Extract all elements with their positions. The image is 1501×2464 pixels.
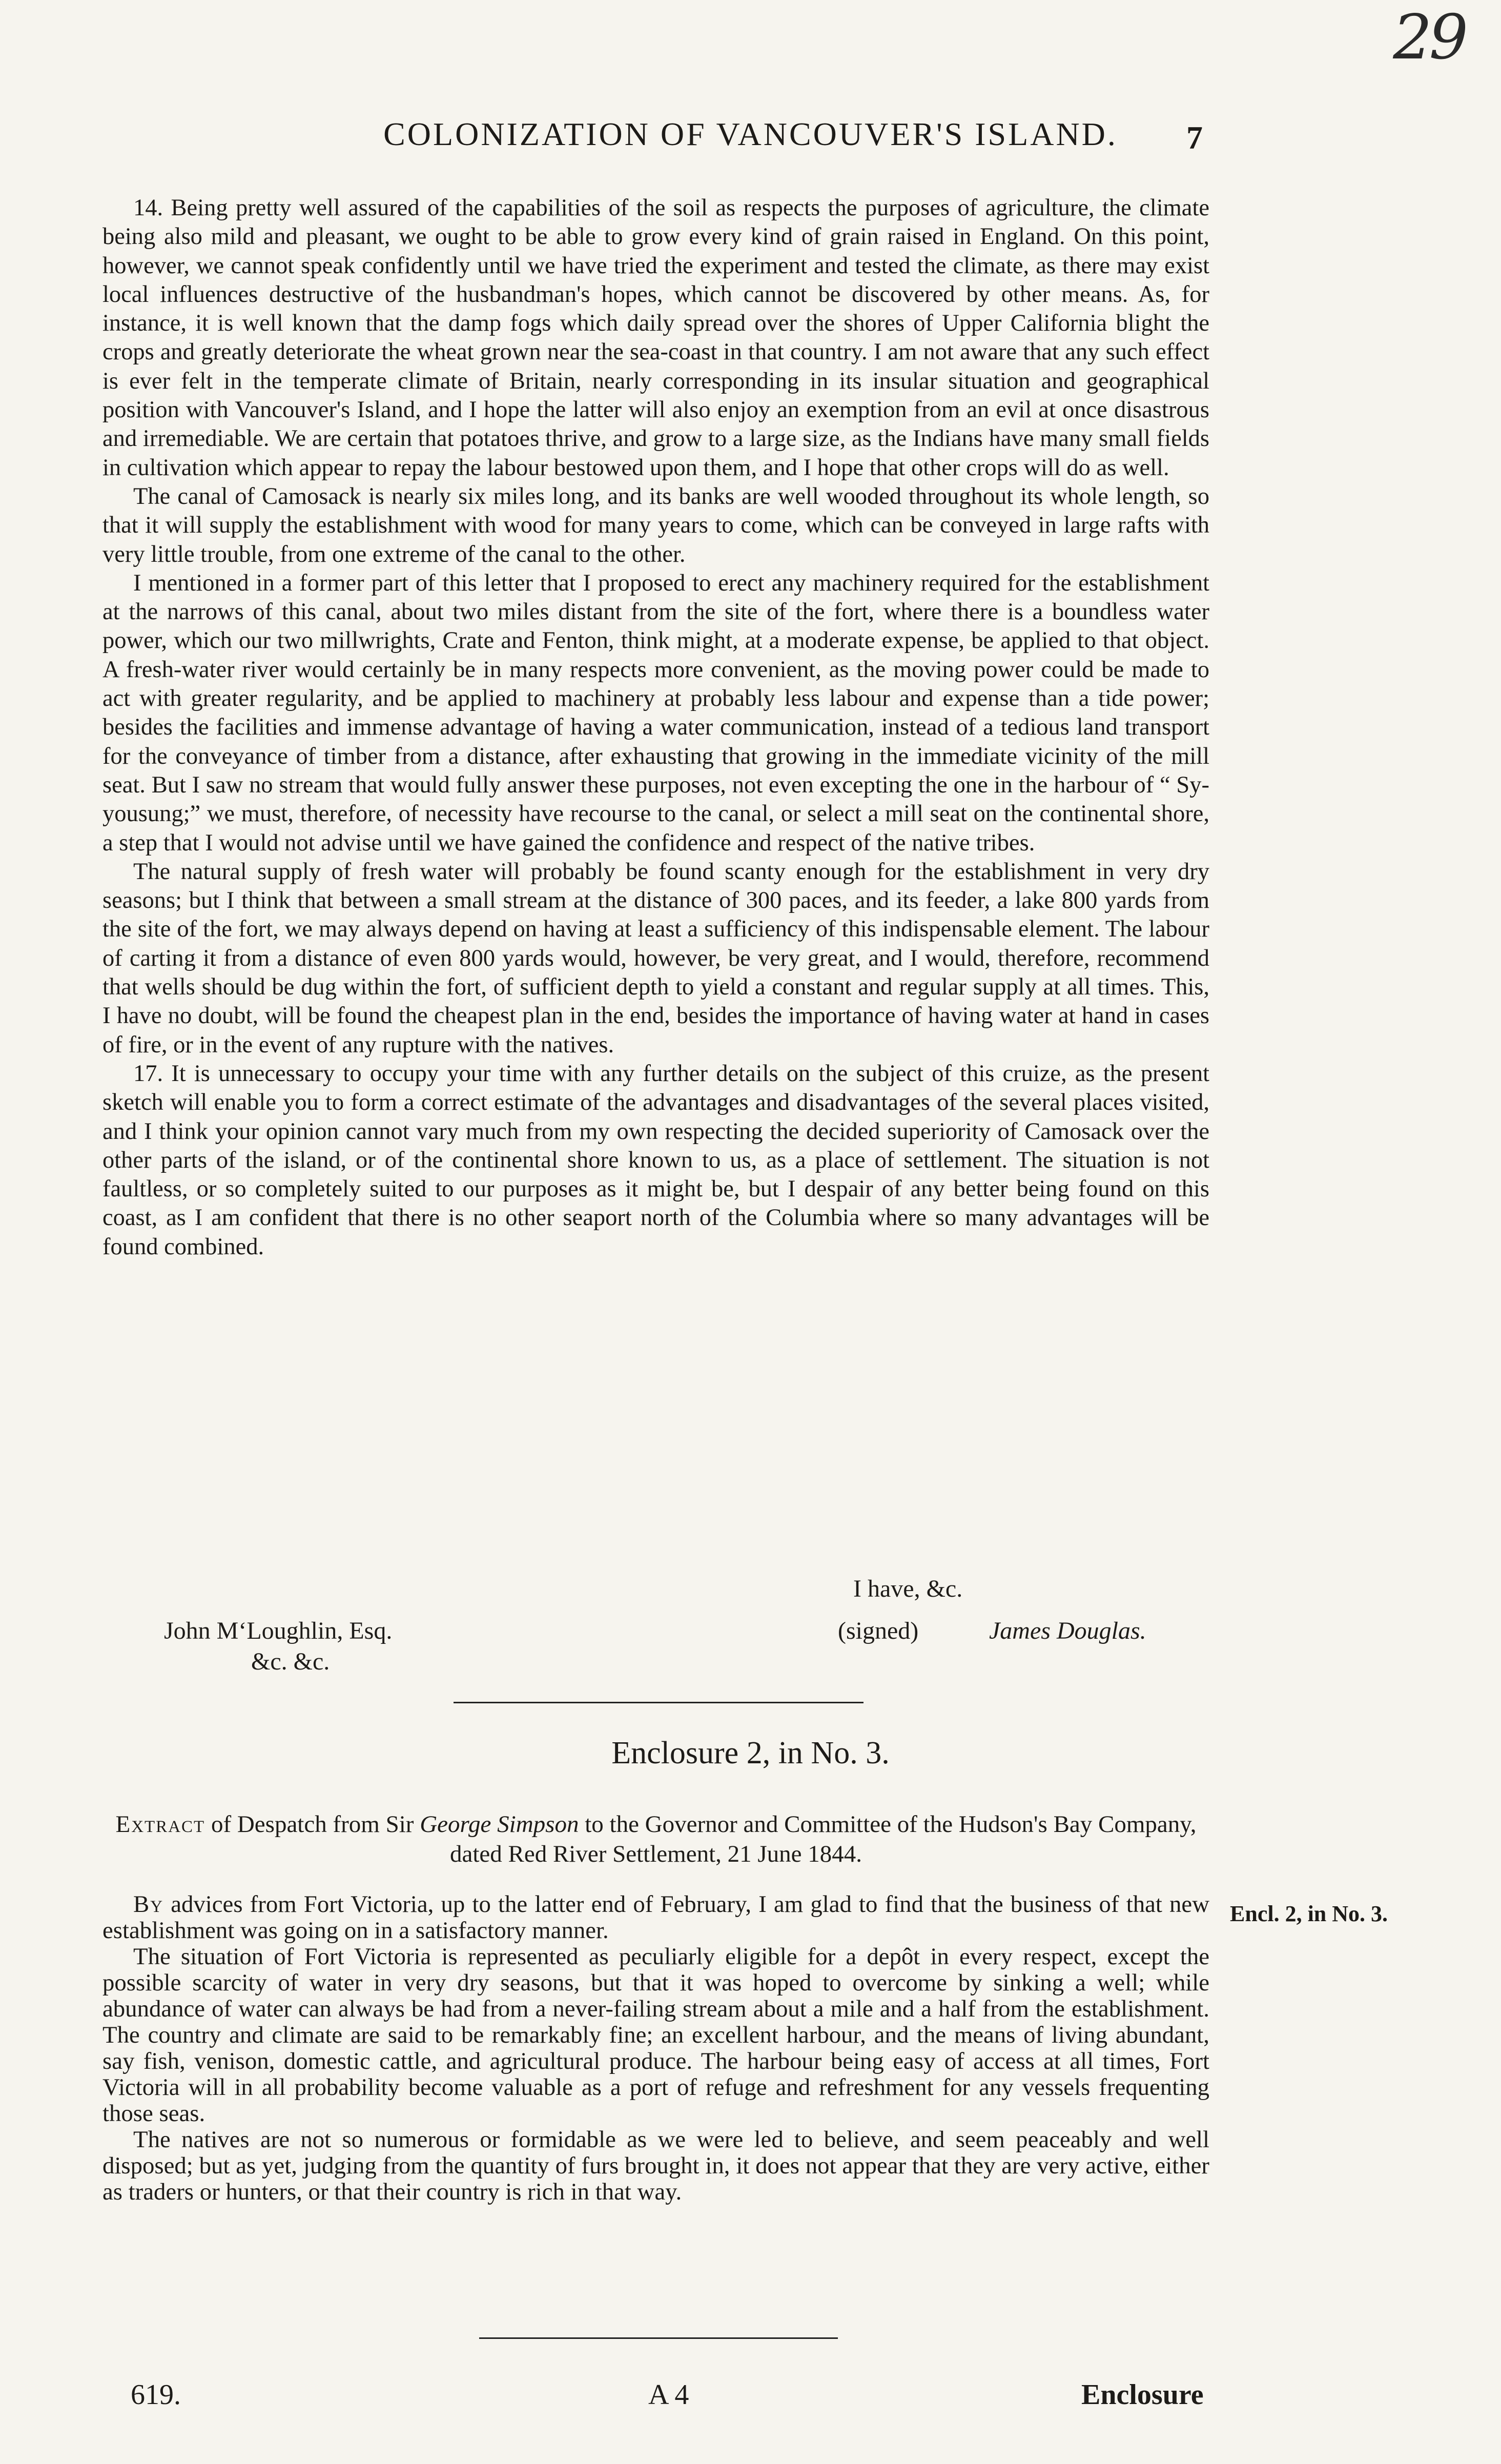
extract-text-1: of Despatch from Sir	[205, 1811, 420, 1838]
extract-label: Extract	[115, 1811, 205, 1838]
extract-person-name: George Simpson	[420, 1811, 579, 1838]
footer-catchword: Enclosure	[1081, 2379, 1204, 2411]
extract-text-2: to the Governor and Committee of the Hudson's Bay Company, dated Red River Settlement, 21 June 1844.	[449, 1811, 1197, 1867]
letter-closing: I have, &c.	[853, 1575, 963, 1602]
letter-paragraph-14: 14. Being pretty well assured of the capabilities of the soil as respects the purposes of agriculture, the climate being also mild and pleasant, we ought to be able to grow every kind of grain raised in England. On this point, however, we cannot speak confidently until we have tried the experiment and tested the climate, as there may exist local influences destructive of the husbandman's hopes, which cannot be discovered by other means. As, for instance, it is well known that the damp fogs which daily spread over the shores of Upper California blight the crops and greatly deteriorate the wheat grown near the sea-coast in that country. I am not aware that any such effect is ever felt in the temperate climate of Britain, nearly corresponding in its insular situation and geographical position with Vancouver's Island, and I hope the latter will also enjoy an exemption from an evil at once disastrous and irremediable. We are certain that potatoes thrive, and grow to a large size, as the Indians have many small fields in cultivation which appear to repay the labour bestowed upon them, and I hope that other crops will do as well.	[102, 195, 1209, 481]
letter-body	[102, 194, 1209, 1261]
despatch-first-word: By	[133, 1891, 164, 1918]
signed-label: (signed)	[838, 1617, 919, 1644]
despatch-paragraph-3: The natives are not so numerous or formidable as we were led to believe, and seem peaceably and well disposed; but as yet, judging from the quantity of furs brought in, it does not appear that they are very active, either as traders or hunters, or that their country is rich in that way.	[102, 2126, 1209, 2205]
despatch-body	[102, 1891, 1209, 2205]
footer-print-number: 619.	[131, 2379, 181, 2411]
signature: James Douglas.	[989, 1617, 1146, 1644]
despatch-paragraph-1-text: advices from Fort Victoria, up to the latter end of February, I am glad to find that the business of that new establishment was going on in a satisfactory manner.	[102, 1891, 1209, 1944]
section-divider	[454, 1702, 863, 1703]
page-number: 7	[1186, 119, 1203, 156]
enclosure-heading: Enclosure 2, in No. 3.	[611, 1736, 890, 1770]
running-header: COLONIZATION OF VANCOUVER'S ISLAND.	[383, 116, 1118, 152]
extract-title	[102, 1809, 1209, 1869]
addressee: John M‘Loughlin, Esq.	[164, 1617, 393, 1644]
despatch-paragraph-1	[102, 1891, 1209, 1944]
addressee-etc: &c. &c.	[251, 1648, 330, 1675]
handwritten-folio-number: 29	[1393, 2, 1465, 73]
letter-paragraph-canal: The canal of Camosack is nearly six miles long, and its banks are well wooded throughout its whole length, so that it will supply the establishment with wood for many years to come, which can be conveyed in large rafts with very little trouble, from one extreme of the canal to the other.	[102, 483, 1209, 567]
footer-signature-mark: A 4	[648, 2379, 689, 2411]
footer-divider	[479, 2337, 838, 2339]
margin-note: Encl. 2, in No. 3.	[1230, 1901, 1388, 1926]
despatch-paragraph-2: The situation of Fort Victoria is represented as peculiarly eligible for a depôt in every respect, except the possible scarcity of water in very dry seasons, but that it was hoped to overcome by sinking a well; while abundance of water can always be had from a never-failing stream about a mile and a half from the establishment. The country and climate are said to be remarkably fine; an excellent harbour, and the means of living abundant, say fish, venison, domestic cattle, and agricultural produce. The harbour being easy of access at all times, Fort Victoria will in all probability become valuable as a port of refuge and refreshment for any vessels frequenting those seas.	[102, 1943, 1209, 2127]
letter-paragraph-machinery: I mentioned in a former part of this letter that I proposed to erect any machinery required for the establishment at the narrows of this canal, about two miles distant from the site of the fort, where there is a boundless water power, which our two millwrights, Crate and Fenton, think might, at a moderate expense, be applied to that object. A fresh-water river would certainly be in many respects more convenient, as the moving power could be made to act with greater regularity, and be applied to machinery at probably less labour and expense than a tide power; besides the facilities and immense advantage of having a water communication, instead of a tedious land transport for the conveyance of timber from a distance, after exhausting that growing in the immediate vicinity of the mill seat. But I saw no stream that would fully answer these purposes, not even excepting the one in the harbour of “ Sy-yousung;” we must, therefore, of necessity have recourse to the canal, or select a mill seat on the continental shore, a step that I would not advise until we have gained the confidence and respect of the native tribes.	[102, 569, 1209, 856]
letter-paragraph-water-supply: The natural supply of fresh water will probably be found scanty enough for the establishment in very dry seasons; but I think that between a small stream at the distance of 300 paces, and its feeder, a lake 800 yards from the site of the fort, we may always depend on having at least a sufficiency of this indispensable element. The labour of carting it from a distance of even 800 yards would, however, be very great, and I would, therefore, recommend that wells should be dug within the fort, of sufficient depth to yield a constant and regular supply at all times. This, I have no doubt, will be found the cheapest plan in the end, besides the importance of having water at hand in cases of fire, or in the event of any rupture with the natives.	[102, 858, 1209, 1058]
letter-paragraph-17: 17. It is unnecessary to occupy your time with any further details on the subject of this cruize, as the present sketch will enable you to form a correct estimate of the advantages and disadvantages of the several places visited, and I think your opinion cannot vary much from my own respecting the decided superiority of Camosack over the other parts of the island, or of the continental shore known to us, as a place of settlement. The situation is not faultless, or so completely suited to our purposes as it might be, but I despair of any better being found on this coast, as I am confident that there is no other seaport north of the Columbia where so many advantages will be found combined.	[102, 1060, 1209, 1260]
